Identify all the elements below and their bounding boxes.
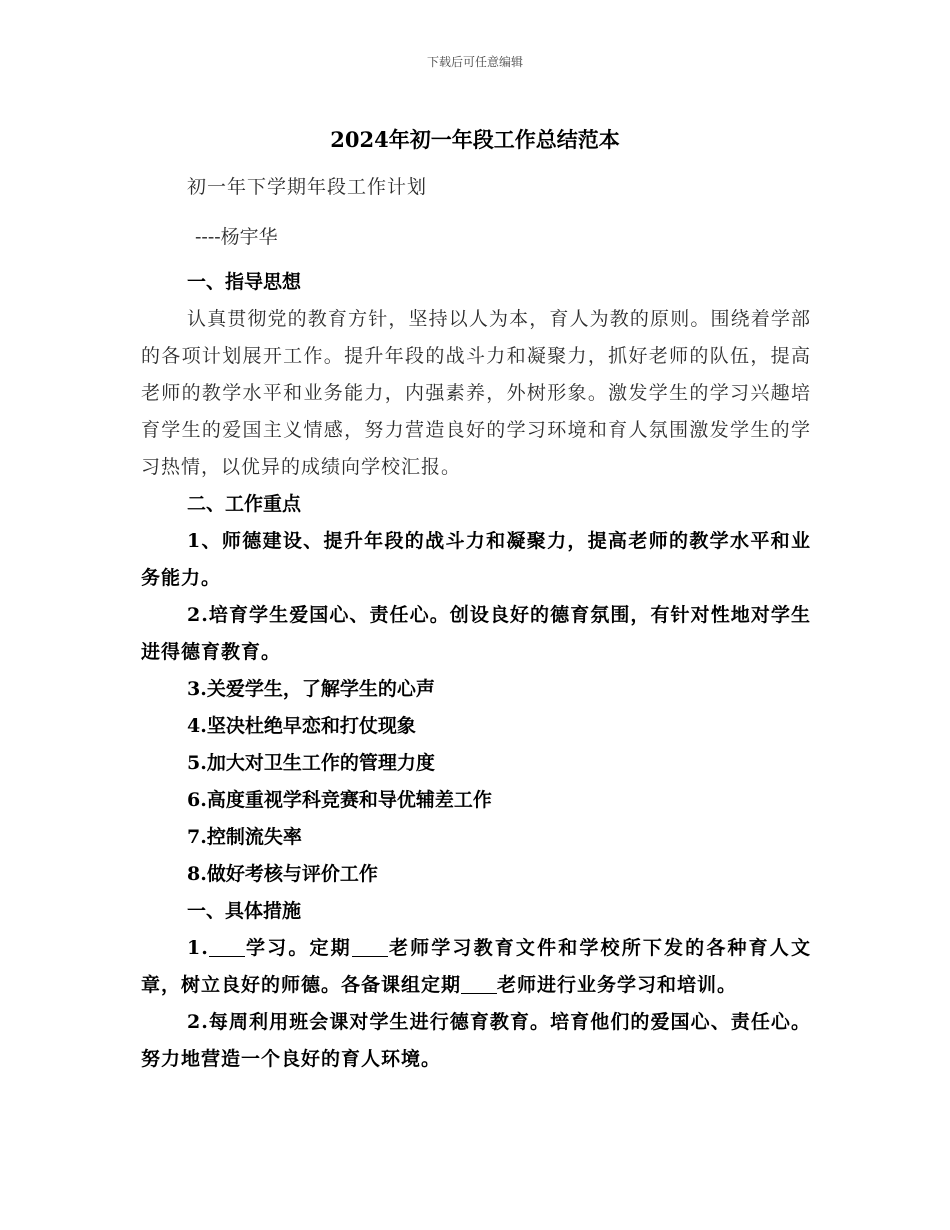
document-body [141, 169, 811, 1078]
measure-item-1-part1: 学习。定期 [244, 937, 352, 959]
guiding-ideology-paragraph: 认真贯彻党的教育方针，坚持以人为本，育人为教的原则。围绕着学部的各项计划展开工作。提升年段的战斗力和凝聚力，抓好老师的队伍，提高老师的教学水平和业务能力，内强素养，外树形象。激发学生的学习兴趣培育学生的爱国主义情感，努力营造良好的学习环境和育人氛围激发学生的学习热情，以优异的成绩向学校汇报。 [141, 308, 811, 478]
section-heading-work-focus: 二、工作重点 [187, 493, 302, 515]
work-focus-item: 3.关爱学生，了解学生的心声 [187, 678, 435, 700]
work-focus-item: 7.控制流失率 [187, 826, 302, 848]
measure-item-1-prefix: 1. [187, 937, 209, 959]
subtitle: 初一年下学期年段工作计划 [187, 176, 428, 198]
work-focus-item: 2.培育学生爱国心、责任心。创设良好的德育氛围，有针对性地对学生进得德育教育。 [141, 604, 811, 663]
fill-in-blank [461, 975, 497, 994]
fill-in-blank [209, 938, 245, 957]
header-note: 下载后可任意编辑 [426, 55, 523, 69]
measure-item-1-part3: 老师进行业务学习和培训。 [497, 974, 738, 996]
work-focus-item: 4.坚决杜绝早恋和打仗现象 [187, 715, 416, 737]
author-line: ----杨宇华 [195, 226, 278, 248]
work-focus-item: 1、师德建设、提升年段的战斗力和凝聚力，提高老师的教学水平和业务能力。 [141, 530, 811, 589]
fill-in-blank [352, 938, 388, 957]
section-heading-specific-measures: 一、具体措施 [187, 900, 302, 922]
measure-item-2: 2.每周利用班会课对学生进行德育教育。培育他们的爱国心、责任心。努力地营造一个良好的育人环境。 [141, 1011, 811, 1070]
document-title: 2024年初一年段工作总结范本 [330, 127, 620, 152]
section-heading-guiding-ideology: 一、指导思想 [187, 271, 302, 293]
work-focus-item: 6.高度重视学科竞赛和导优辅差工作 [187, 789, 492, 811]
work-focus-item: 8.做好考核与评价工作 [187, 863, 378, 885]
measure-item-1-part2: 老师学习教育文件和学校所下发的各种育人文章，树立良好的师德。各备课组定期 [141, 937, 811, 996]
measure-item-1 [141, 930, 811, 1004]
work-focus-item: 5.加大对卫生工作的管理力度 [187, 752, 435, 774]
